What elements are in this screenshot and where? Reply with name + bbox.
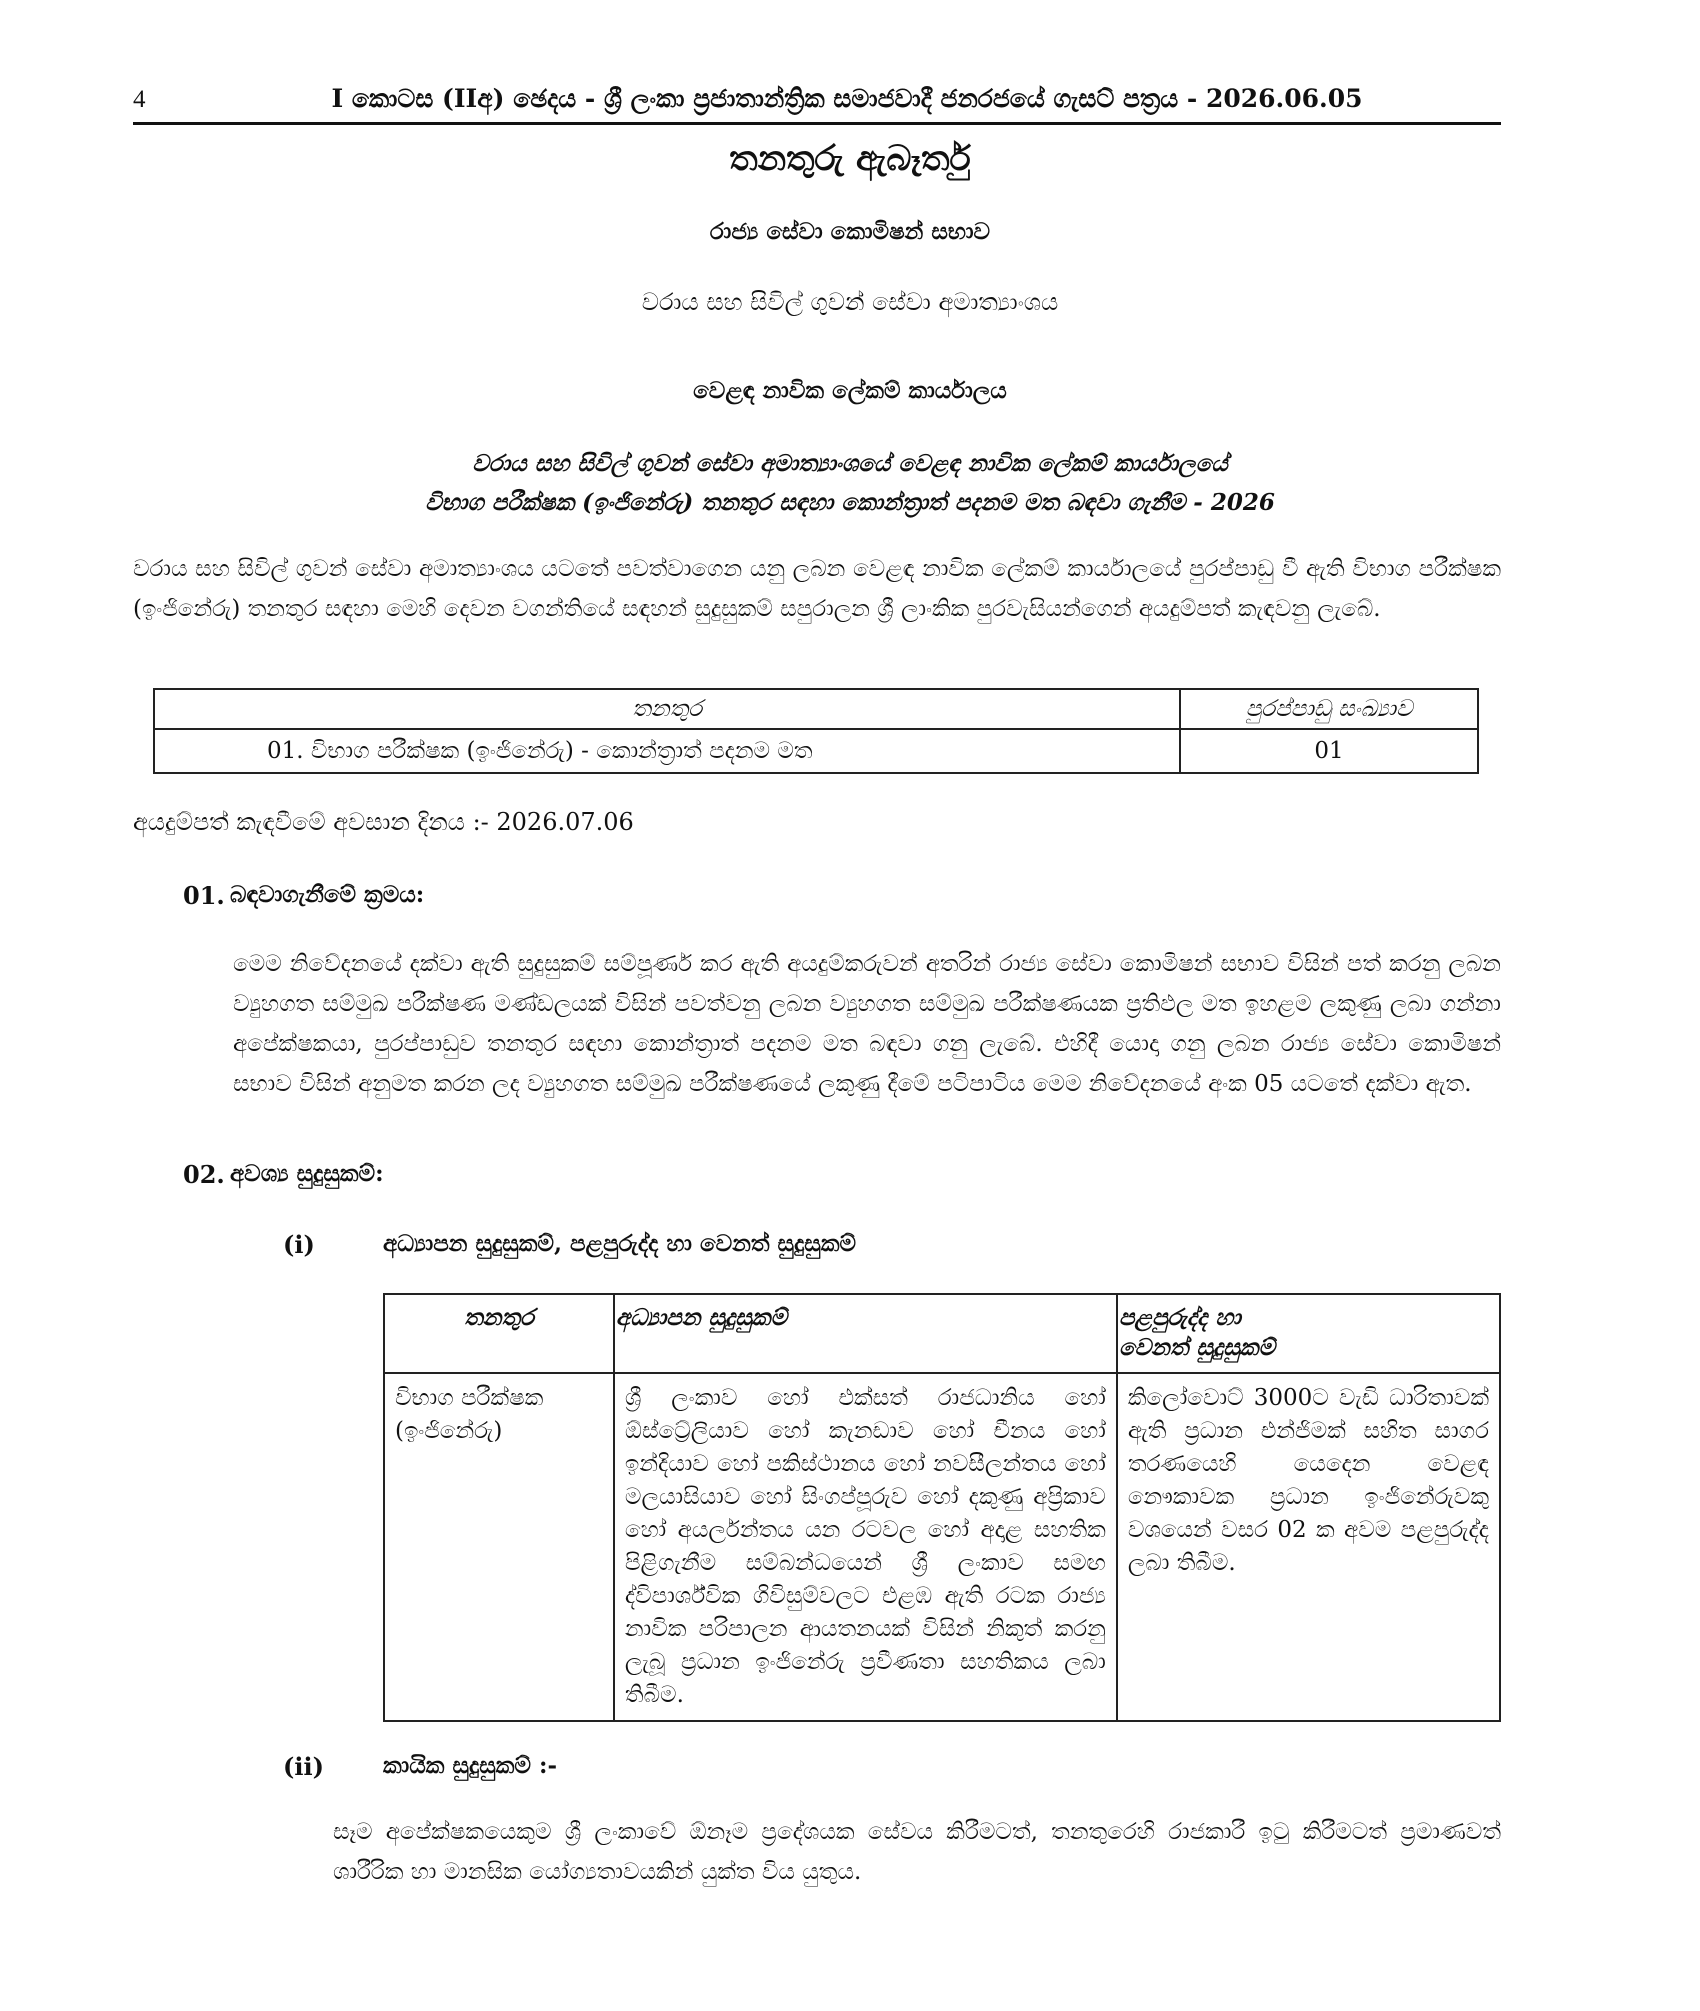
section-2-number: 02. — [183, 1160, 225, 1189]
subsection-ii-title: කායික සුදුසුකම් :- — [383, 1752, 558, 1779]
vacancy-table-row — [154, 729, 1478, 773]
qual-education: ශ්‍රී ලංකාව හෝ එක්සත් රාජධානිය හෝ ඕස්ට්‍රේලියාව හෝ කැනඩාව හෝ චීනය හෝ ඉන්දියාව හෝ පකිස්ථානය හෝ නවසීලන්තය හෝ මලයාසියාව හෝ සිංගප්පූරුව හෝ දකුණු අප්‍රිකාව හෝ අයර්ලන්තය යන රටවල හෝ අදාළ සහතික පිළිගැනීම සම්බන්ධයෙන් ශ්‍රී ලංකාව සමඟ ද්විපාර්ශ්වික ගිවිසුම්වලට එළඹ ඇති රටක රාජ්‍ය නාවික පරිපාලන ආයතනයක් විසින් නිකුත් කරනු ලැබූ ප්‍රධාන ඉංජිනේරු ප්‍රවීණතා සහතිකය ලබා තිබීම. — [614, 1373, 1117, 1721]
main-title: තනතුරු ඇබෑර්තු — [729, 138, 971, 179]
vacancy-header-post: තනතුර — [154, 689, 1180, 729]
page-header — [133, 84, 1501, 125]
page-number: 4 — [133, 86, 146, 113]
ministry-title: වරාය සහ සිවිල් ගුවන් සේවා අමාත්‍යාංශය — [641, 288, 1059, 316]
subsection-i-number: (i) — [283, 1230, 315, 1259]
vacancy-count: 01 — [1180, 729, 1478, 773]
qual-post: විභාග පරීක්ෂක (ඉංජිනේරු) — [384, 1373, 614, 1721]
subsection-i-title: අධ්‍යාපන සුදුසුකම්, පළපුරුද්ද හා වෙනත් සුදුසුකම් — [383, 1230, 857, 1257]
qual-header-post: තනතුර — [384, 1294, 614, 1373]
qual-header-experience-line1: පළපුරුද්ද හා — [1118, 1304, 1241, 1331]
qual-header-experience — [1117, 1294, 1500, 1373]
qualifications-table-header — [384, 1294, 1500, 1373]
subsection-ii-number: (ii) — [283, 1752, 324, 1781]
qualifications-table — [383, 1293, 1501, 1722]
notice-title-line1: වරාය සහ සිවිල් ගුවන් සේවා අමාත්‍යාංශයේ වෙළඳ නාවික ලේකම් කාර්යාලයේ — [472, 450, 1228, 477]
section-1-title: බඳවාගැනීමේ ක්‍රමය: — [230, 881, 425, 908]
notice-title — [0, 444, 1700, 522]
section-1-number: 01. — [183, 881, 225, 910]
gazette-title: I කොටස (IIඅ) ඡෙදය - ශ්‍රී ලංකා ප්‍රජාතාන්ත්‍රික සමාජවාදී ජනරජයේ ගැසට් පත්‍රය - 2026.06.05 — [331, 84, 1363, 113]
section-2-title: අවශ්‍ය සුදුසුකම්: — [230, 1160, 384, 1187]
qual-header-education: අධ්‍යාපන සුදුසුකම් — [614, 1294, 1117, 1373]
vacancy-post: 01. විභාග පරීක්ෂක (ඉංජිනේරු) - කොන්ත්‍රාත් පදනම මත — [154, 729, 1180, 773]
office-title: වෙළඳ නාවික ලේකම් කාර්යාලය — [693, 377, 1007, 404]
notice-title-line2: විභාග පරීක්ෂක (ඉංජිනේරු) තනතුර සඳහා කොන්ත්‍රාත් පදනම මත බඳවා ගැනීම - 2026 — [425, 489, 1275, 516]
vacancy-header-count: පුරප්පාඩු සංඛ්‍යාව — [1180, 689, 1478, 729]
qualifications-table-row — [384, 1373, 1500, 1721]
qual-experience: කිලෝවොට් 3000ට වැඩි ධාරිතාවක් ඇති ප්‍රධාන එන්ජිමක් සහිත සාගර තරණයෙහි යෙදෙන වෙළඳ නෞකාවක ප්‍රධාන ඉංජිනේරුවකු වශයෙන් වසර 02 ක අවම පළපුරුද්ද ලබා තිබීම. — [1117, 1373, 1500, 1721]
vacancy-table — [153, 688, 1479, 774]
commission-title: රාජ්‍ය සේවා කොමිෂන් සභාව — [709, 218, 991, 245]
vacancy-table-header — [154, 689, 1478, 729]
closing-date: අයදුම්පත් කැඳවීමේ අවසාන දිනය :- 2026.07.06 — [133, 808, 634, 836]
subsection-ii-text: සෑම අපේක්ෂකයෙකුම ශ්‍රී ලංකාවේ ඕනෑම ප්‍රදේශයක සේවය කිරීමටත්, තනතුරෙහි රාජකාරී ඉටු කිරීමටත් ප්‍රමාණවත් ශාරීරික හා මානසික යෝග්‍යතාවයකින් යුක්ත විය යුතුය. — [333, 1819, 1501, 1885]
intro-paragraph: වරාය සහ සිවිල් ගුවන් සේවා අමාත්‍යාංශය යටතේ පවත්වාගෙන යනු ලබන වෙළඳ නාවික ලේකම් කාර්යාලයේ පුරප්පාඩු වී ඇති විභාග පරීක්ෂක (ඉංජිනේරු) තනතුර සඳහා මෙහි දෙවන වගන්තියේ සඳහන් සුදුසුකම් සපුරාලන ශ්‍රී ලාංකික පුරවැසියන්ගෙන් අයදුම්පත් කැඳවනු ලැබේ. — [133, 556, 1501, 622]
section-1-text: මෙම නිවේදනයේ දක්වා ඇති සුදුසුකම් සම්පූර්ණ කර ඇති අයදුම්කරුවන් අතරින් රාජ්‍ය සේවා කොමිෂන් සභාව විසින් පත් කරනු ලබන ව්‍යුහගත සම්මුඛ පරීක්ෂණ මණ්ඩලයක් විසින් පවත්වනු ලබන ව්‍යුහගත සම්මුඛ පරීක්ෂණයක ප්‍රතිඵල මත ඉහළම ලකුණු ලබා ගන්නා අපේක්ෂකයා, පුරප්පාඩුව තනතුර සඳහා කොන්ත්‍රාත් පදනම මත බඳවා ගනු ලැබේ. එහිදී යොදා ගනු ලබන රාජ්‍ය සේවා කොමිෂන් සභාව විසින් අනුමත කරන ලද ව්‍යුහගත සම්මුඛ පරීක්ෂණයේ ලකුණු දීමේ පටිපාටිය මෙම නිවේදනයේ අංක 05 යටතේ දක්වා ඇත. — [233, 951, 1501, 1097]
qual-header-experience-line2: වෙනත් සුදුසුකම් — [1118, 1334, 1275, 1361]
